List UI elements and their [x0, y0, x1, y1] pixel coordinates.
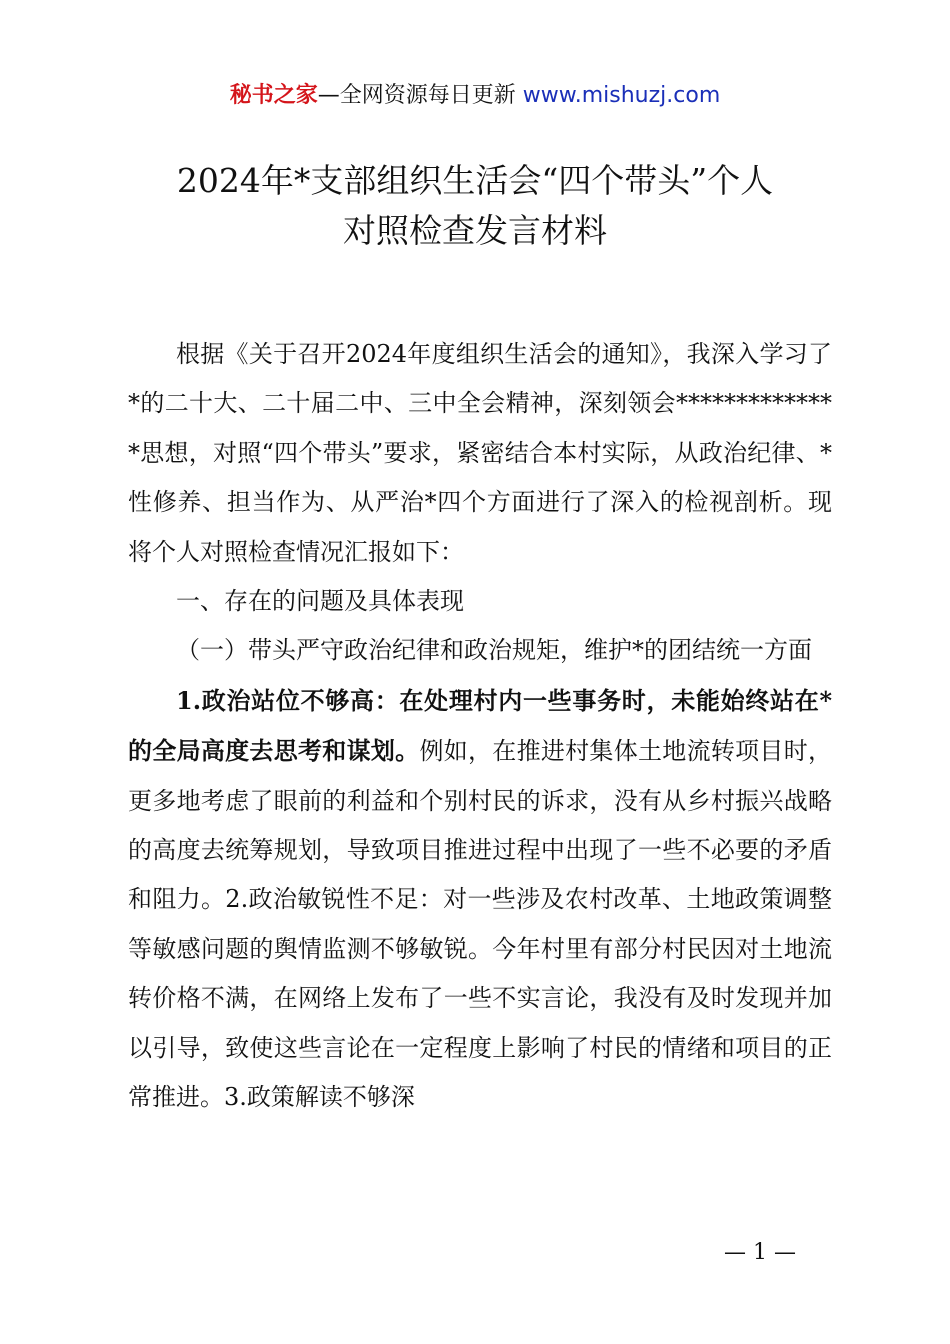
item-lead: 1.政治站位不够高：在处理村内一些事务时，未能始终站在*的全局高度去思考和谋划。 — [128, 685, 832, 766]
title-line-1: 2024年*支部组织生活会“四个带头”个人 — [176, 161, 774, 200]
subsection-heading: （一）带头严守政治纪律和政治规矩，维护*的团结统一方面 — [176, 636, 812, 665]
intro-paragraph: 根据《关于召开2024年度组织生活会的通知》，我深入学习了*的二十大、二十届二中、三中全会精神，深刻领会**************思想，对照“四个带头”要求，紧密结合本村实际，从政治纪律、*性修养、担当作为、从严治*四个方面进行了深入的检视剖析。现将个人对照检查情况汇报如下： — [128, 340, 832, 566]
brand-tagline: —全网资源每日更新 — [317, 83, 523, 108]
brand-name: 秘书之家 — [229, 83, 318, 108]
title-line-2: 对照检查发言材料 — [343, 211, 607, 250]
document-body — [128, 330, 832, 1123]
item-paragraph — [128, 676, 832, 1123]
page-number: — 1 — — [724, 1240, 796, 1265]
section-heading: 一、存在的问题及具体表现 — [176, 587, 464, 616]
site-watermark-header — [0, 80, 950, 112]
site-url: www.mishuzj.com — [522, 83, 721, 108]
item-text: 例如，在推进村集体土地流转项目时，更多地考虑了眼前的利益和个别村民的诉求，没有从乡村振兴战略的高度去统筹规划，导致项目推进过程中出现了一些不必要的矛盾和阻力。2.政治敏锐性不足：对一些涉及农村改革、土地政策调整等敏感问题的舆情监测不够敏锐。今年村里有部分村民因对土地流转价格不满，在网络上发布了一些不实言论，我没有及时发现并加以引导，致使这些言论在一定程度上影响了村民的情绪和项目的正常推进。3.政策解读不够深 — [128, 737, 833, 1112]
document-title — [100, 156, 850, 256]
